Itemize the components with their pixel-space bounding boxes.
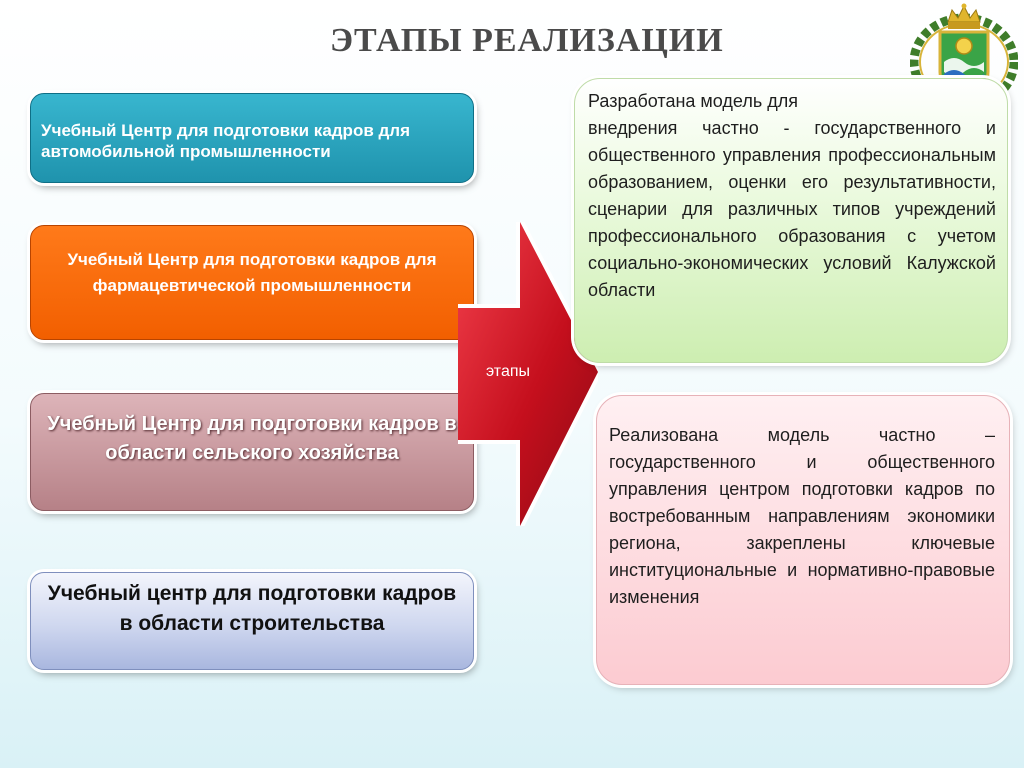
stage-box-first-line: Разработана модель для: [588, 91, 798, 111]
arrow-label: этапы: [485, 363, 531, 380]
stage-box-text: [588, 88, 996, 304]
center-card-label: Учебный Центр для подготовки кадров для фармацевтической промышленности: [67, 250, 437, 295]
center-card-construction[interactable]: [30, 572, 474, 670]
page-title: ЭТАПЫ РЕАЛИЗАЦИИ: [330, 22, 724, 59]
stage-box-body: внедрения частно - государственного и общественного управления профессиональным образованием, оценки его результативности, сценарии для различных типов учреждений профессионального образования с учетом социально-экономических условий Калужской области: [588, 118, 996, 300]
center-card-label: Учебный центр для подготовки кадров в области строительства: [47, 582, 457, 635]
stage-box-text: Реализована модель частно – государственного и общественного управления центром подготовки кадров по востребованным направлениям экономики региона, закреплены ключевые институциональные и нормативно-правовые изменения: [609, 425, 995, 607]
center-card-label: Учебный Центр для подготовки кадров для автомобильной промышленности: [41, 121, 411, 161]
center-card-agriculture[interactable]: [30, 393, 474, 511]
center-card-label: Учебный Центр для подготовки кадров в области сельского хозяйства: [47, 413, 457, 464]
stage-box-developed: [574, 78, 1008, 363]
center-card-automotive[interactable]: [30, 93, 474, 183]
stage-box-implemented: [596, 395, 1010, 685]
center-card-pharmaceutical[interactable]: [30, 225, 474, 340]
